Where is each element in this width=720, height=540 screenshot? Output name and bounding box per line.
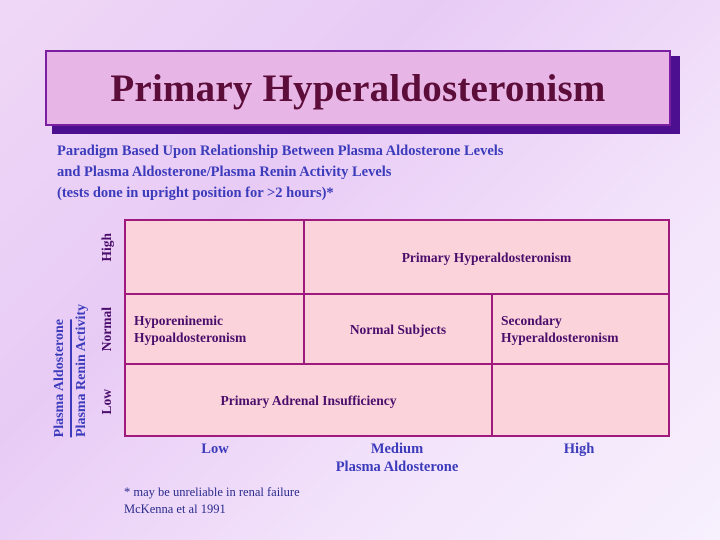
x-axis-title: Plasma Aldosterone [335, 459, 459, 475]
cell-normal-medium: Normal Subjects [303, 295, 491, 363]
x-tick-low: Low [201, 441, 229, 457]
cell-low-low-medium: Primary Adrenal Insufficiency [220, 392, 397, 408]
subtitle-line-2: and Plasma Aldosterone/Plasma Renin Activity Levels [57, 164, 392, 180]
y-tick-high: High [99, 233, 114, 262]
matrix-row-normal [126, 293, 668, 365]
subtitle-line-3: (tests done in upright position for >2 hours)* [57, 185, 334, 201]
matrix-row-low [126, 365, 668, 435]
footnotes [124, 484, 300, 518]
y-axis-title-line-2: Plasma Renin Activity [74, 304, 89, 437]
cell-high-medium-high: Primary Hyperaldosteronism [303, 221, 668, 293]
x-tick-medium: Medium [370, 441, 424, 457]
x-tick-high: High [563, 441, 595, 457]
title-box [45, 50, 671, 126]
classification-matrix [124, 219, 670, 437]
matrix-row-high [126, 221, 668, 293]
footnote-line-1: * may be unreliable in renal failure [124, 485, 300, 499]
subtitle-block [57, 141, 697, 204]
y-axis-title-line-1: Plasma Aldosterone [52, 319, 72, 437]
y-tick-normal: Normal [99, 307, 114, 352]
x-axis-ticks [124, 441, 670, 458]
cell-normal-low: Hyporeninemic Hypoaldosteronism [134, 313, 247, 345]
page-title: Primary Hyperaldosteronism [110, 66, 606, 110]
footnote-line-2: McKenna et al 1991 [124, 502, 226, 516]
y-axis-ticks [99, 219, 123, 437]
cell-high-low [126, 221, 303, 293]
y-axis-title [48, 219, 94, 437]
y-tick-low: Low [99, 389, 114, 415]
cell-low-high [491, 365, 668, 435]
subtitle-line-1: Paradigm Based Upon Relationship Between Plasma Aldosterone Levels [57, 143, 504, 159]
cell-normal-high: Secondary Hyperaldosteronism [491, 295, 668, 363]
